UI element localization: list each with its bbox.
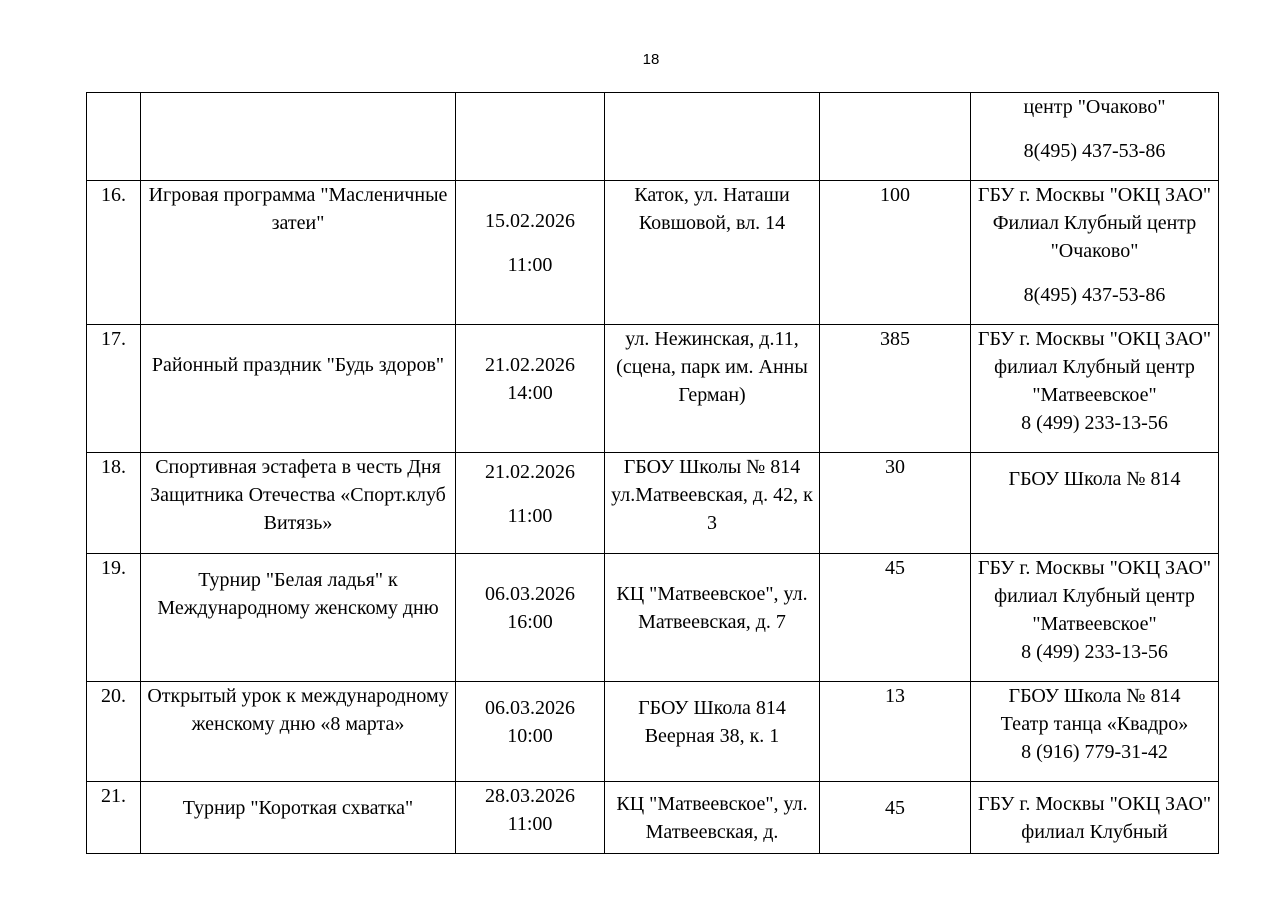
event-place	[605, 93, 820, 181]
organizer-phone: 8(495) 437-53-86	[1023, 284, 1166, 306]
row-number: 17.	[87, 325, 141, 453]
organizer-name: ГБУ г. Москвы "ОКЦ ЗАО" Филиал Клубный центр "Очаково"	[977, 184, 1212, 262]
organizer-name: ГБУ г. Москвы "ОКЦ ЗАО" филиал Клубный центр "Матвеевское"	[977, 557, 1212, 635]
organizer-cell	[971, 682, 1219, 782]
event-place: ГБОУ Школы № 814 ул.Матвеевская, д. 42, к 3	[605, 453, 820, 554]
event-title: Открытый урок к международному женскому дню «8 марта»	[141, 682, 456, 782]
event-date-time	[456, 453, 605, 554]
event-date-time	[456, 682, 605, 782]
organizer-name: ГБУ г. Москвы "ОКЦ ЗАО" филиал Клубный	[977, 793, 1212, 843]
organizer-name-secondary: Театр танца «Квадро»	[1000, 713, 1189, 735]
event-time: 11:00	[507, 254, 553, 276]
organizer-phone: 8(495) 437-53-86	[1023, 140, 1166, 162]
event-date-time	[456, 325, 605, 453]
organizer-name: ГБОУ Школа № 814	[1008, 685, 1181, 707]
event-date-time	[456, 782, 605, 854]
table-row	[87, 325, 1219, 453]
table-row	[87, 453, 1219, 554]
event-title: Игровая программа "Масленичные затеи"	[141, 181, 456, 325]
table-row	[87, 181, 1219, 325]
participant-count: 45	[820, 554, 971, 682]
organizer-phone: 8 (916) 779-31-42	[1021, 741, 1168, 763]
organizer-cell	[971, 325, 1219, 453]
table-row	[87, 554, 1219, 682]
events-table	[86, 92, 1219, 854]
event-time: 14:00	[507, 382, 553, 404]
event-place: ГБОУ Школа 814 Веерная 38, к. 1	[605, 682, 820, 782]
event-date-time	[456, 181, 605, 325]
organizer-name: ГБОУ Школа № 814	[1008, 468, 1181, 490]
organizer-cell	[971, 782, 1219, 854]
event-date	[456, 93, 605, 181]
event-date: 06.03.2026	[485, 583, 575, 605]
event-place: КЦ "Матвеевское", ул. Матвеевская, д.	[605, 782, 820, 854]
participant-count: 385	[820, 325, 971, 453]
event-place: ул. Нежинская, д.11, (сцена, парк им. Анны Герман)	[605, 325, 820, 453]
event-title: Турнир "Короткая схватка"	[141, 782, 456, 854]
participant-count	[820, 93, 971, 181]
event-time: 11:00	[507, 813, 553, 835]
participant-count: 30	[820, 453, 971, 554]
organizer-cell	[971, 93, 1219, 181]
event-title	[141, 93, 456, 181]
row-number	[87, 93, 141, 181]
participant-count: 100	[820, 181, 971, 325]
event-time: 10:00	[507, 725, 553, 747]
organizer-phone: 8 (499) 233-13-56	[1021, 412, 1168, 434]
event-date: 28.03.2026	[485, 785, 575, 807]
event-date: 21.02.2026	[485, 461, 575, 483]
organizer-name: центр "Очаково"	[1023, 96, 1166, 118]
event-date: 06.03.2026	[485, 697, 575, 719]
event-time: 16:00	[507, 611, 553, 633]
organizer-phone: 8 (499) 233-13-56	[1021, 641, 1168, 663]
table-row	[87, 782, 1219, 854]
row-number: 16.	[87, 181, 141, 325]
event-time: 11:00	[507, 505, 553, 527]
table-row	[87, 682, 1219, 782]
row-number: 21.	[87, 782, 141, 854]
row-number: 19.	[87, 554, 141, 682]
participant-count: 13	[820, 682, 971, 782]
event-place: КЦ "Матвеевское", ул. Матвеевская, д. 7	[605, 554, 820, 682]
row-number: 20.	[87, 682, 141, 782]
event-title: Районный праздник "Будь здоров"	[141, 325, 456, 453]
event-date-time	[456, 554, 605, 682]
event-date: 15.02.2026	[485, 210, 575, 232]
event-title: Спортивная эстафета в честь Дня Защитника Отечества «Спорт.клуб Витязь»	[141, 453, 456, 554]
event-date: 21.02.2026	[485, 354, 575, 376]
organizer-name: ГБУ г. Москвы "ОКЦ ЗАО" филиал Клубный центр "Матвеевское"	[977, 328, 1212, 406]
table-row	[87, 93, 1219, 181]
organizer-cell	[971, 453, 1219, 554]
page-number: 18	[642, 51, 660, 68]
organizer-cell	[971, 181, 1219, 325]
participant-count: 45	[820, 782, 971, 854]
event-place: Каток, ул. Наташи Ковшовой, вл. 14	[605, 181, 820, 325]
row-number: 18.	[87, 453, 141, 554]
event-title: Турнир "Белая ладья" к Международному женскому дню	[141, 554, 456, 682]
organizer-cell	[971, 554, 1219, 682]
